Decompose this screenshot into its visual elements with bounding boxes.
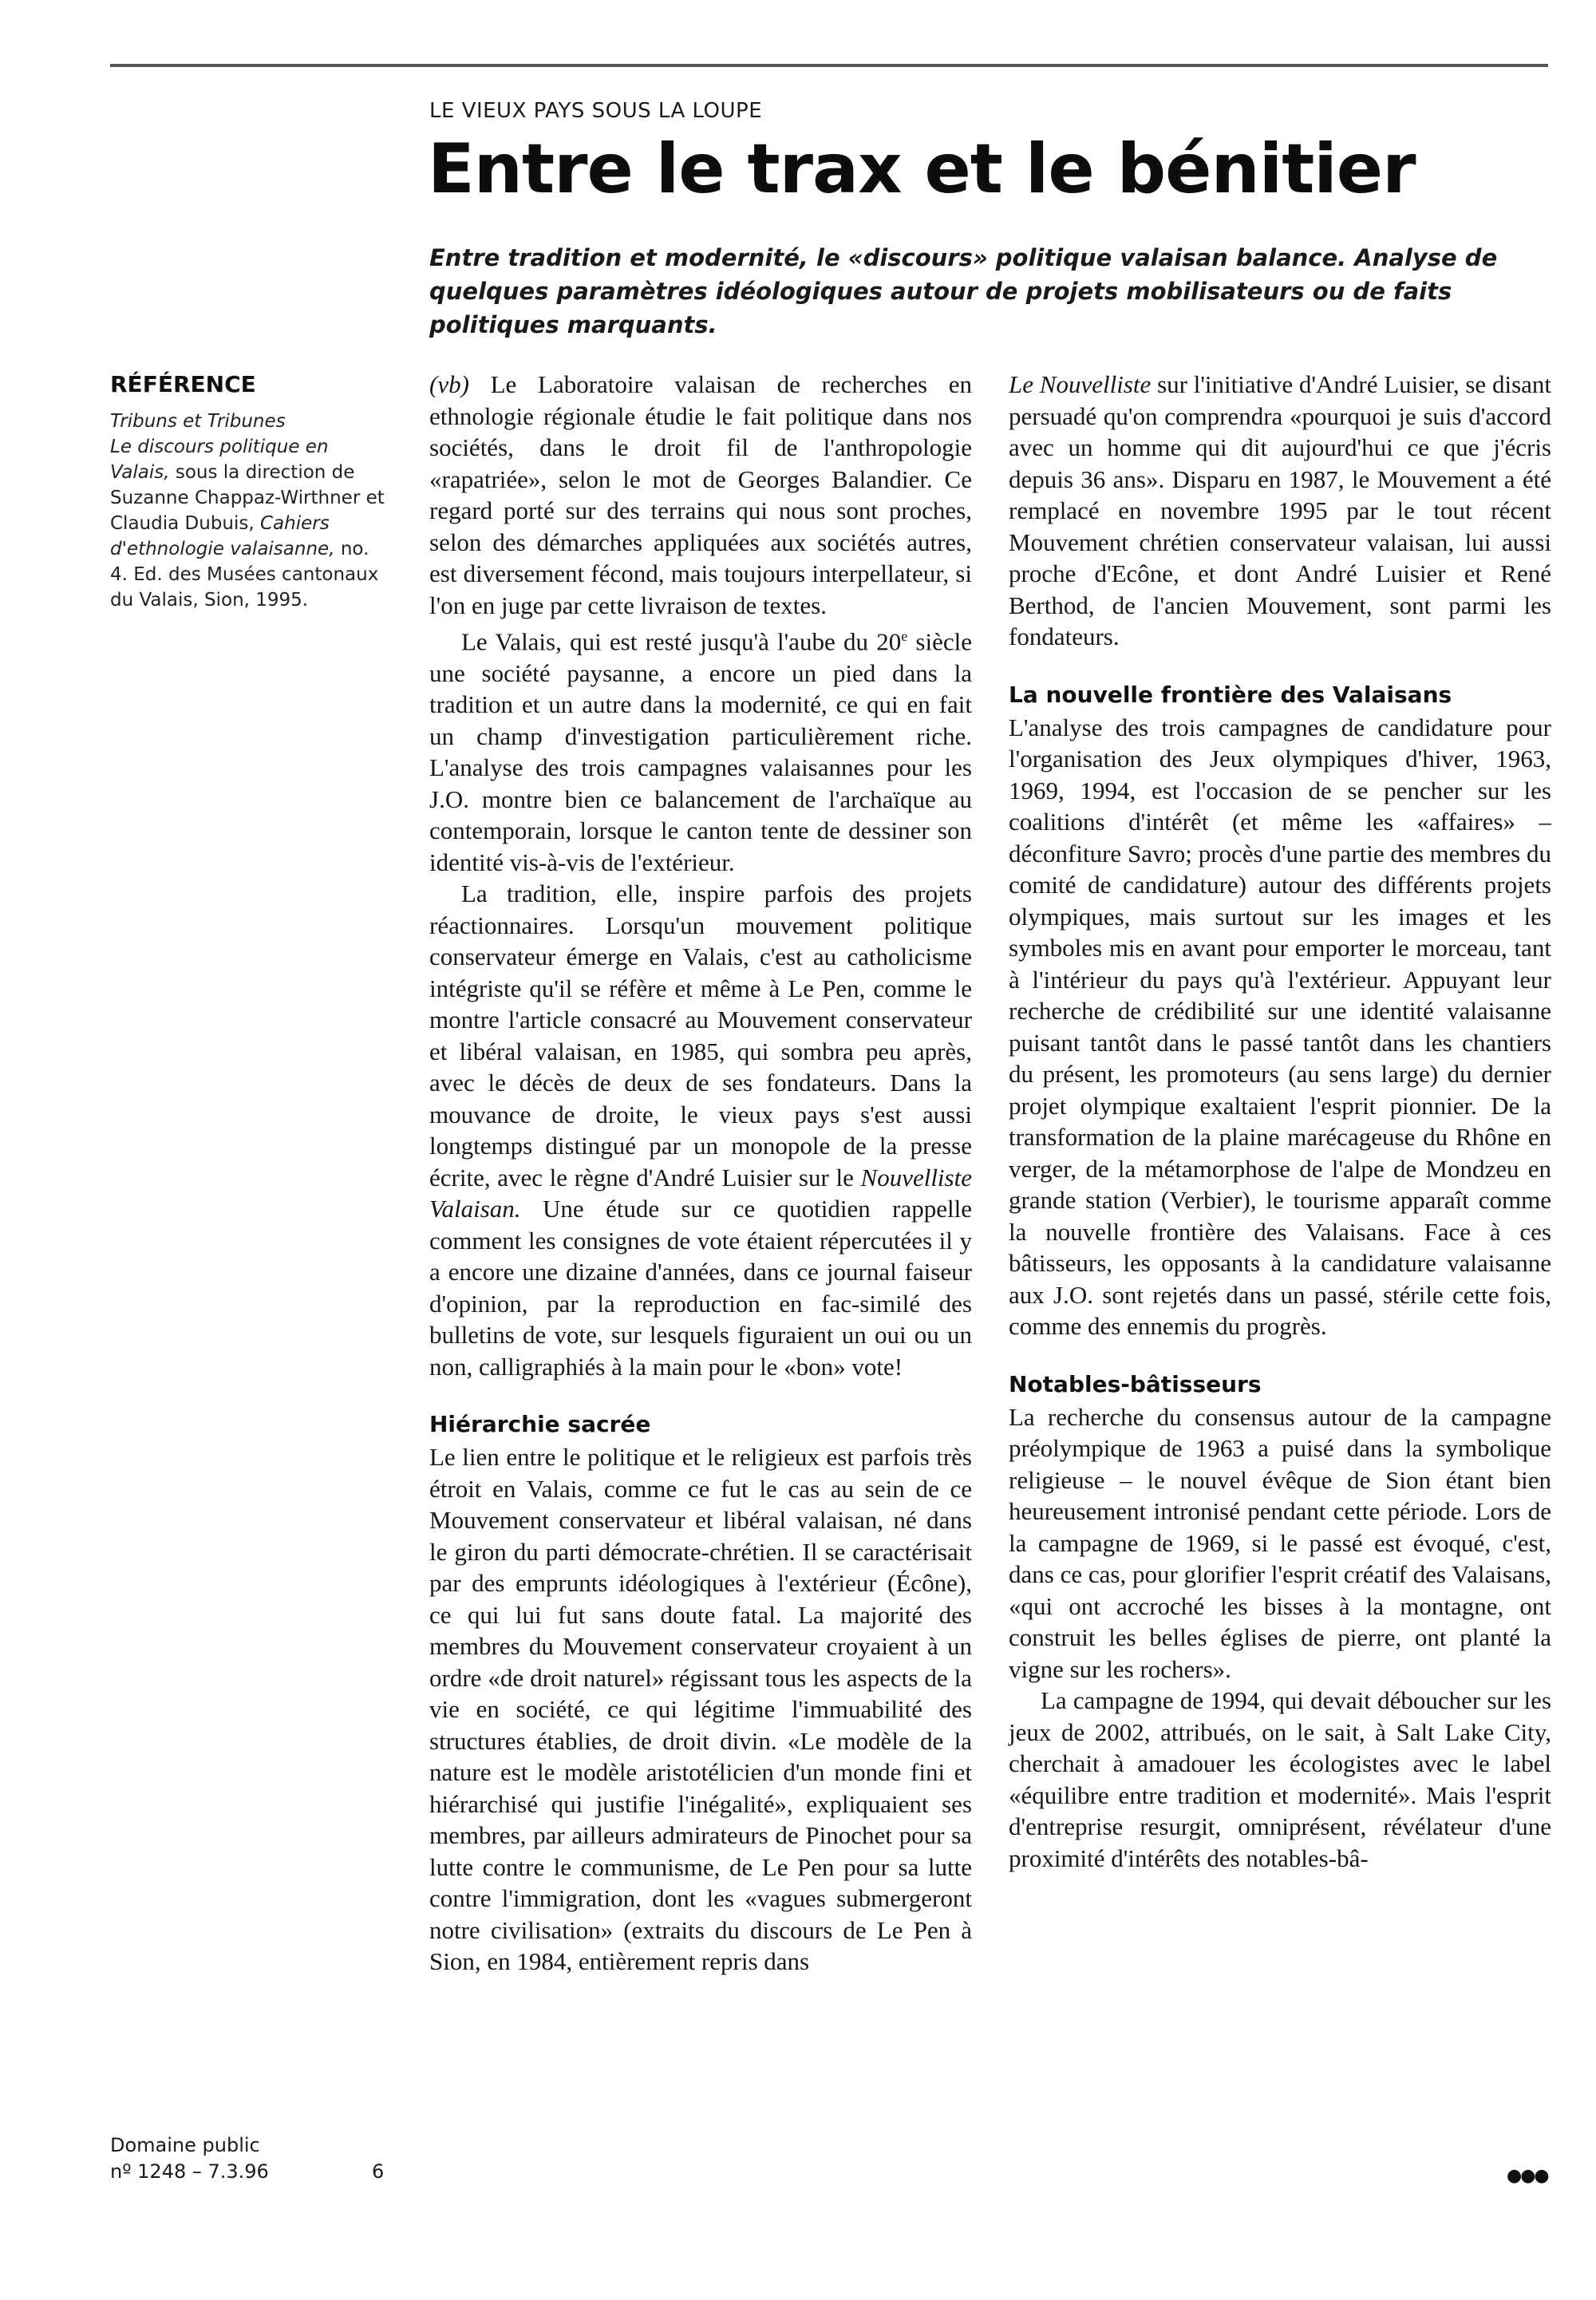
subheading-notables-batisseurs: Notables-bâtisseurs <box>1009 1370 1262 1397</box>
century-superscript: e <box>901 628 908 644</box>
article-lead: Entre tradition et modernité, le «discours» politique valaisan balance. Analyse de quelques paramètres idéologiques autour de projets mobilisateurs ou de faits politiques marquants. <box>429 244 1498 338</box>
issue-number: nº 1248 – 7.3.96 <box>110 2160 269 2183</box>
paragraph-campagne-1994: La campagne de 1994, qui devait déboucher sur les jeux de 2002, attribués, on le sait, à Salt Lake City, cherchait à amadouer les écologistes avec le label «équilibre entre tradition et modernité». Mais l'esprit d'entreprise resurgit, omniprésent, révélateur d'une proximité d'intérêts des notables-bâ- <box>1009 1686 1551 1872</box>
continue-marker: ●●● <box>1507 2166 1548 2186</box>
reference-series: Cahiers d'ethnologie valaisanne, <box>110 513 335 559</box>
newspaper-name: Nouvelliste Valaisan. <box>429 1163 972 1223</box>
paragraph-hierarchie-continued: Le Nouvelliste sur l'initiative d'André Luisier, se disant persuadé qu'on comprendra «pourquoi je suis d'accord avec un homme qui dit aujourd'hui ce que j'écris depuis 36 ans». Disparu en 1987, le Mouvement a été remplacé en novembre 1995 par le tout récent Mouvement chrétien conservateur valaisan, lui aussi proche d'Ecône, et dont André Luisier et René Berthod, de l'ancien Mouvement, sont parmi les fondateurs. <box>1009 370 1552 650</box>
reference-text <box>110 409 389 613</box>
reference-publication: no. 4. Ed. des Musées cantonaux du Valais, Sion, 1995. <box>110 539 379 611</box>
reference-direction: sous la direction de Suzanne Chappaz-Wirthner et Claudia Dubuis, <box>110 462 385 534</box>
paragraph-notables: La recherche du consensus autour de la campagne préolympique de 1963 a puisé dans la symbolique religieuse – le nouvel évêque de Sion étant bien heureusement intronisé pendant cette période. Lors de la campagne de 1969, si le passé est évoqué, c'est, dans ce cas, pour glorifier l'esprit créatif des Valaisans, «qui ont accroché les bisses à la montagne, ont construit les belles églises de pierre, ont planté la vigne sur les rochers». <box>1009 1402 1551 1683</box>
paragraph-reactionary: La tradition, elle, inspire parfois des projets réactionnaires. Lorsqu'un mouvement politique conservateur émerge en Valais, c'est au catholicisme intégriste qu'il se réfère et même à Le Pen, comme le montre l'article consacré au Mouvement conservateur et libéral valaisan, en 1985, qui sombra peu après, avec le décès de deux de ses fondateurs. Dans la mouvance de droite, le vieux pays s'est aussi longtemps distingué par un monopole de la presse écrite, avec le règne d'André Luisier sur le Nouvelliste Valaisan. Une étude sur ce quotidien rappelle comment les consignes de vote étaient répercutées il y a encore une dizaine d'années, dans ce journal faiseur d'opinion, par la reproduction en fac-similé des bulletins de vote, sur lesquels figuraient un oui ou un non, calligraphiés à la main pour le «bon» vote! <box>429 879 972 1381</box>
paragraph-hierarchie: Le lien entre le politique et le religieux est parfois très étroit en Valais, comme ce fut le cas au sein de ce Mouvement conservateur et libéral valaisan, né dans le giron du parti démocrate-chrétien. Il se caractérisait par des emprunts idéologiques à l'extérieur (Écône), ce qui lui fut sans doute fatal. La majorité des membres du Mouvement conservateur croyaient à un ordre «de droit naturel» régissant tous les aspects de la vie en société, ce qui légitime l'immuabilité des structures établies, de droit divin. «Le modèle de la nature est le modèle aristotélicien d'un monde fini et hiérarchisé qui justifie l'inégalité», expliquaient ses membres, par ailleurs admirateurs de Pinochet pour sa lutte contre le communisme, de Le Pen pour sa lutte contre l'immigration, dont les «vagues submergeront notre civilisation» (extraits du discours de Le Pen à Sion, en 1984, entièrement repris dans <box>429 1443 972 1976</box>
section-kicker: LE VIEUX PAYS SOUS LA LOUPE <box>429 99 763 123</box>
newspaper-name-2: Le Nouvelliste <box>1009 370 1152 398</box>
reference-book-title: Tribuns et Tribunes <box>110 411 286 432</box>
reference-sidebar <box>110 369 389 613</box>
publication-name: Domaine public <box>110 2134 260 2156</box>
reference-book-subtitle: Le discours politique en Valais, <box>110 437 329 483</box>
byline: (vb) <box>429 370 469 398</box>
article-column-1 <box>429 369 972 1978</box>
page-number: 6 <box>372 2160 385 2183</box>
article-title: Entre le trax et le bénitier <box>428 129 1416 209</box>
paragraph-nouvelle-frontiere: L'analyse des trois campagnes de candidature pour l'organisation des Jeux olympiques d'hiver, 1963, 1969, 1994, est l'occasion de se pencher sur les coalitions d'intérêt (et même les «affaires» – déconfiture Savro; procès d'une partie des membres du comité de candidature) autour des différents projets olympiques, mais surtout sur les images et les symboles mis en avant pour emporter le morceau, tant à l'intérieur du pays qu'à l'extérieur. Appuyant leur recherche de crédibilité sur une identité valaisanne puisant tantôt dans le passé tantôt dans les chantiers du présent, les promoteurs (au sens large) du dernier projet olympique exaltaient l'esprit pionnier. De la transformation de la plaine marécageuse du Rhône en verger, de la métamorphose de l'alpe de Mondzeu en grande station (Verbier), le tourisme apparaît comme la nouvelle frontière des Valaisans. Face à ces bâtisseurs, les opposants à la candidature valaisanne aux J.O. sont rejetés dans un passé, stérile cette fois, comme des ennemis du progrès. <box>1009 713 1551 1340</box>
reference-heading: RÉFÉRENCE <box>110 371 256 397</box>
article-column-2 <box>1009 369 1551 1874</box>
subheading-nouvelle-frontiere: La nouvelle frontière des Valaisans <box>1009 681 1452 708</box>
paragraph-intro: (vb) Le Laboratoire valaisan de recherches en ethnologie régionale étudie le fait politique dans nos sociétés, dans le droit fil de l'anthropologie «rapatriée», selon le mot de Georges Balandier. Ce regard porté sur des terrains qui nous sont proches, selon des démarches appliquées aux sociétés autres, est diversement fécond, mais toujours interpellateur, si l'on en juge par cette livraison de textes. <box>429 370 972 619</box>
publication-footer <box>110 2132 269 2185</box>
top-rule <box>110 64 1548 67</box>
paragraph-tradition-modernity: Le Valais, qui est resté jusqu'à l'aube du 20e siècle une société paysanne, a encore un pied dans la tradition et un autre dans la modernité, ce qui en fait un champ d'investigation particulièrement riche. L'analyse des trois campagnes valaisannes pour les J.O. montre bien ce balancement de l'archaïque au contemporain, lorsque le canton tente de dessiner son identité vis-à-vis de l'extérieur. <box>429 627 972 876</box>
subheading-hierarchie-sacree: Hiérarchie sacrée <box>429 1411 651 1438</box>
